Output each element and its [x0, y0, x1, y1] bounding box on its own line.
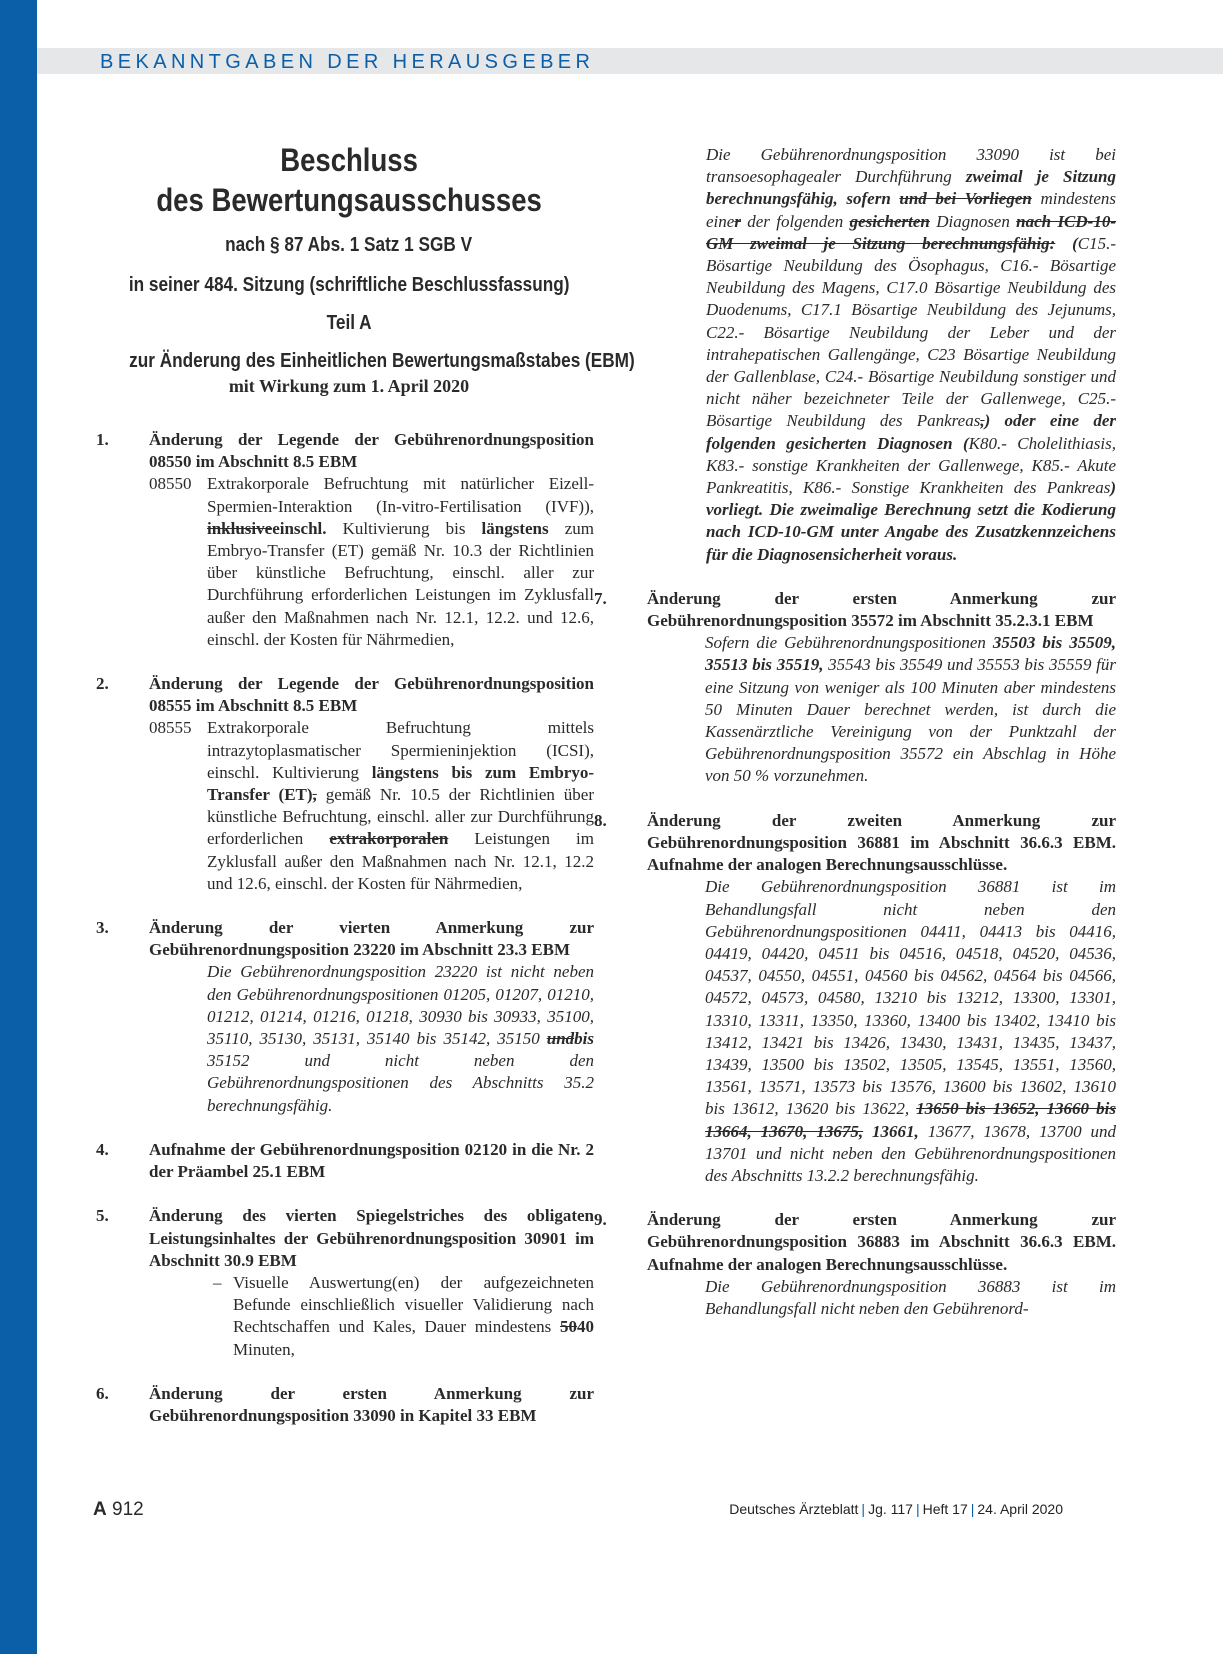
inserted-text: längstens	[481, 518, 549, 538]
gop-code: 08555	[149, 718, 192, 738]
journal-volume: Jg. 117	[868, 1501, 913, 1517]
item-heading: Änderung des vierten Spiegelstriches des obligaten Leistungsinhaltes der Gebührenordnungsposition 30901 im Abschnitt 30.9 EBM	[149, 1206, 594, 1270]
list-item	[594, 810, 1116, 1187]
footer-separator: |	[915, 1501, 920, 1517]
journal-issue: Heft 17	[922, 1501, 968, 1517]
section-header: BEKANNTGABEN DER HERAUSGEBER	[100, 51, 595, 73]
deleted-text: inklusive	[207, 518, 273, 538]
note-text	[863, 1122, 872, 1141]
legend-text: Leistungen im Zyklusfall außer den Maßnahmen nach Nr. 12.1, 12.2 und 12.6, einschl. der Kosten für Nährmedien,	[207, 829, 594, 893]
dash-item	[149, 1272, 594, 1361]
inserted-text: zweimal je Sitzung berechnungsfähig, sofern	[706, 167, 1116, 209]
gop-legend	[149, 473, 594, 651]
annotation-text	[149, 961, 594, 1116]
item-number: 4.	[96, 1139, 109, 1159]
dash-text: Minuten,	[233, 1339, 295, 1359]
note-text: Die Gebührenordnungsposition 36883 ist im Behandlungsfall nicht neben den Gebührenord-	[705, 1276, 1116, 1318]
doc-title-line2: des Bewertungsausschusses	[156, 182, 542, 218]
list-item	[96, 429, 594, 651]
note-text: Sofern die Gebührenordnungspositionen	[705, 633, 993, 653]
title-block	[88, 140, 635, 398]
inserted-text: 13661,	[872, 1121, 919, 1141]
item-number: 9.	[594, 1210, 607, 1230]
item-number: 3.	[96, 918, 109, 938]
doc-title: Beschluss	[280, 142, 418, 178]
legend-text: gemäß Nr. 10.5 der Richtlinien über künstliche Befruchtung, einschl. aller zur Durchführung erforderlichen	[207, 785, 594, 849]
deleted-text: 50	[560, 1317, 577, 1337]
legal-basis: nach § 87 Abs. 1 Satz 1 SGB V	[225, 234, 473, 256]
inserted-text: 40	[577, 1317, 594, 1337]
note-text: 35152 und nicht neben den Gebührenordnungspositionen des Abschnitts 35.2 berechnungsfähig.	[207, 1051, 594, 1115]
legend-text: Extrakorporale Befruchtung mittels intrazytoplasmatischer Spermieninjektion (ICSI), einschl. Kultivierung	[207, 718, 594, 782]
inserted-text: einschl.	[272, 518, 327, 538]
inserted-text: (	[1072, 233, 1078, 253]
journal-name: Deutsches Ärzteblatt	[729, 1501, 859, 1517]
item-heading: Änderung der ersten Anmerkung zur Gebührenordnungsposition 36883 im Abschnitt 36.6.3 EBM. Aufnahme der analogen Berechnungsausschlüsse.	[647, 1210, 1116, 1274]
item-number: 5.	[96, 1206, 109, 1226]
deleted-text: extrakorporalen	[329, 829, 449, 849]
side-color-bar	[0, 0, 37, 1654]
item-number: 8.	[594, 810, 607, 830]
deleted-text: ,	[980, 411, 985, 431]
note-text: C15.- Bösartige Neubildung des Ösophagus, C16.- Bösartige Neubildung des Magens, C17.0 Bösartige Neubildung des Duodenums, C17.1 Bösartige Neubildung des Jejunums, C22.- Bösartige Neubildung der Leber und der intrahepatischen Gallengänge, C23 Bösartige Neubildung der Gallenblase, C24.- Bösartige Neubildung sonstiger und nicht näher bezeichneter Teile der Gallenwege, C25.- Bösartige Neubildung des Pankreas	[706, 233, 1116, 431]
note-text: mindestens eine	[706, 189, 1116, 231]
item-heading: Änderung der Legende der Gebührenordnungsposition 08555 im Abschnitt 8.5 EBM	[149, 674, 594, 716]
deleted-text: 13650 bis 13652, 13660 bis 13664, 13670, 13675,	[705, 1099, 1116, 1141]
legend-text: Extrakorporale Befruchtung mit natürlicher Eizell-Spermien-Interaktion (In-vitro-Fertilisation (IVF)),	[207, 474, 594, 516]
annotation-text	[647, 632, 1116, 787]
journal-footer	[729, 1501, 1063, 1517]
annotation-text	[647, 876, 1116, 1187]
deleted-text: und bei Vorliegen	[899, 189, 1032, 209]
effective-date: mit Wirkung zum 1. April 2020	[228, 376, 470, 396]
list-item	[96, 1139, 594, 1183]
legend-text: zum Embryo-Transfer (ET) gemäß Nr. 10.3 der Richtlinien über künstliche Befruchtung, einschl. aller zur Durchführung erforderlichen Leistungen im Zyklusfall außer den Maßnahmen nach Nr. 12.1, 12.2. und 12.6, einschl. der Kosten für Nährmedien,	[207, 518, 594, 649]
annotation-text	[647, 1276, 1116, 1320]
item-heading: Änderung der ersten Anmerkung zur Gebührenordnungsposition 33090 in Kapitel 33 EBM	[149, 1383, 594, 1425]
note-text	[1055, 234, 1072, 253]
deleted-text: r	[734, 211, 741, 231]
list-item	[96, 1383, 594, 1427]
annotation-text-continued	[594, 144, 1116, 566]
left-column	[96, 429, 594, 1449]
inserted-text: ) oder eine der folgenden gesicherten Diagnosen (	[706, 411, 1116, 453]
list-item	[96, 1205, 594, 1360]
note-text: der folgenden	[740, 211, 850, 231]
footer-separator: |	[861, 1501, 866, 1517]
dash-mark: –	[213, 1272, 222, 1292]
note-text: 35543 bis 35549 und 35553 bis 35559 für eine Sitzung von weniger als 100 Minuten aber mindestens 50 Minuten Dauer berechnet werden, ist durch die Kassenärztliche Vereinigung von der Punktzahl der Gebührenordnungsposition 35572 ein Abschlag in Höhe von 50 % vorzunehmen.	[705, 655, 1116, 786]
item-number: 7.	[594, 588, 607, 608]
dash-text: Visuelle Auswertung(en) der aufgezeichneten Befunde einschließlich visueller Validierung nach Rechtschaffen und Kales, Dauer mindestens	[233, 1272, 594, 1337]
item-heading: Änderung der ersten Anmerkung zur Gebührenordnungsposition 35572 im Abschnitt 35.2.3.1 EBM	[647, 588, 1116, 631]
note-text: Diagnosen	[929, 211, 1017, 231]
deleted-text: nach ICD-10-GM zweimal je Sitzung berechnungsfähig:	[706, 211, 1116, 253]
gop-code: 08550	[149, 474, 192, 494]
item-number: 1.	[96, 430, 109, 449]
page-prefix: A	[93, 1499, 107, 1520]
note-text: 13677, 13678, 13700 und 13701 und nicht neben den Gebührenordnungspositionen des Abschnitts 13.2.2 berechnungsfähig.	[705, 1121, 1117, 1185]
note-text: Die Gebührenordnungsposition 36881 ist im Behandlungsfall nicht neben den Gebührenordnungspositionen 04411, 04413 bis 04416, 04419, 04420, 04511 bis 04516, 04518, 04520, 04536, 04537, 04550, 04551, 04560 bis 04562, 04564 bis 04566, 04572, 04573, 04580, 13210 bis 13212, 13300, 13301, 13310, 13311, 13350, 13360, 13400 bis 13402, 13410 bis 13412, 13421 bis 13426, 13430, 13431, 13435, 13437, 13439, 13500 bis 13502, 13505, 13545, 13551, 13560, 13561, 13571, 13573 bis 13576, 13600 bis 13602, 13610 bis 13612, 13620 bis 13622,	[705, 877, 1116, 1119]
list-item	[594, 1209, 1116, 1320]
footer-separator: |	[970, 1501, 975, 1517]
inserted-text: ) vorliegt. Die zweimalige Berechnung setzt die Kodierung nach ICD-10-GM unter Angabe des Zusatzkennzeichens für die Diagnosensicherheit voraus.	[706, 478, 1116, 564]
deleted-text: gesicherten	[849, 211, 930, 231]
page-number-value: 912	[112, 1499, 144, 1520]
note-text: Die Gebührenordnungsposition 23220 ist nicht neben den Gebührenordnungspositionen 01205, 01207, 01210, 01212, 01214, 01216, 01218, 30930 bis 30933, 35100, 35110, 35130, 35131, 35140 bis 35142, 35150	[207, 962, 594, 1049]
deleted-text: und	[546, 1029, 575, 1049]
inserted-text: längstens bis zum Embryo-Transfer (ET)	[207, 762, 595, 805]
page-number	[93, 1499, 144, 1521]
journal-date: 24. April 2020	[977, 1501, 1063, 1517]
note-text: K80.- Cholelithiasis, K83.- sonstige Krankheiten der Gallenwege, K85.- Akute Pankreatitis, K86.- Sonstige Krankheiten des Pankreas	[706, 433, 1116, 498]
item-heading: Aufnahme der Gebührenordnungsposition 02120 in die Nr. 2 der Präambel 25.1 EBM	[149, 1139, 594, 1182]
item-heading: Änderung der Legende der Gebührenordnungsposition 08550 im Abschnitt 8.5 EBM	[149, 430, 594, 472]
subject-line: zur Änderung des Einheitlichen Bewertungsmaßstabes (EBM)	[129, 350, 635, 372]
gop-legend	[149, 717, 594, 895]
legend-text: Kultivierung bis	[326, 518, 482, 538]
inserted-text: 35503 bis 35509, 35513 bis 35519,	[705, 633, 1116, 675]
right-column	[594, 144, 1116, 1342]
list-item	[96, 917, 594, 1117]
list-item	[96, 673, 594, 895]
list-item	[594, 588, 1116, 788]
inserted-text: bis	[574, 1029, 594, 1049]
part-label: Teil A	[326, 312, 372, 334]
session-line: in seiner 484. Sitzung (schriftliche Beschlussfassung)	[128, 274, 570, 296]
item-number: 2.	[96, 674, 109, 694]
item-heading: Änderung der vierten Anmerkung zur Gebührenordnungsposition 23220 im Abschnitt 23.3 EBM	[149, 918, 594, 960]
item-heading: Änderung der zweiten Anmerkung zur Gebührenordnungsposition 36881 im Abschnitt 36.6.3 EBM. Aufnahme der analogen Berechnungsausschlüsse.	[647, 810, 1116, 875]
note-text: Die Gebührenordnungsposition 33090 ist bei transoesophagealer Durchführung	[706, 145, 1116, 187]
item-number: 6.	[96, 1383, 109, 1403]
deleted-text: ,	[312, 785, 317, 805]
